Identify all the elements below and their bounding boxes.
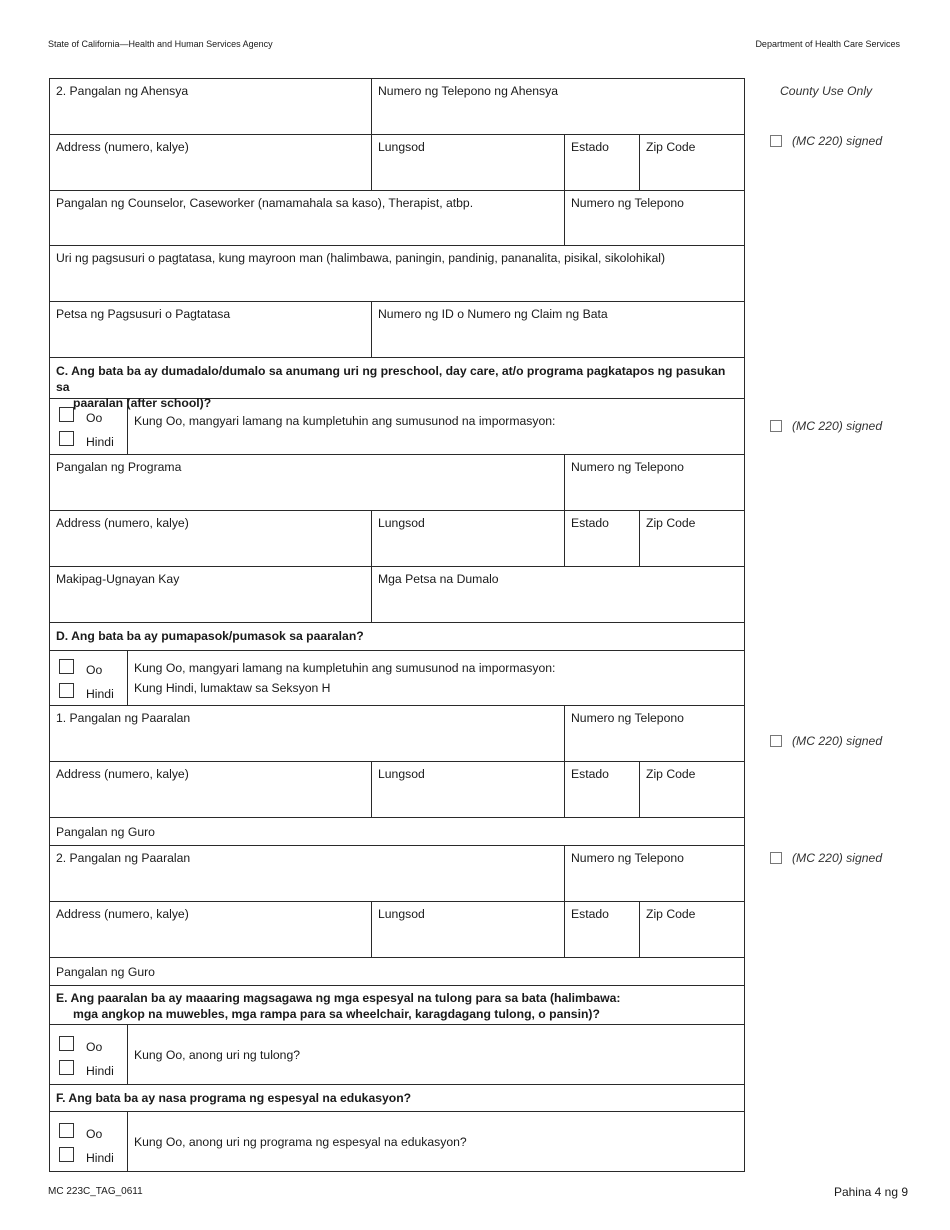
state-field[interactable]: Estado — [565, 135, 640, 190]
section-f-if-yes: Kung Oo, anong uri ng programa ng espesyal na edukasyon? — [134, 1134, 467, 1149]
city-field[interactable]: Lungsod — [372, 135, 565, 190]
address-field[interactable]: Address (numero, kalye) — [50, 902, 372, 957]
section-c-question — [50, 358, 744, 410]
form-table — [49, 78, 745, 1172]
program-name-field[interactable]: Pangalan ng Programa — [50, 455, 565, 510]
state-field[interactable]: Estado — [565, 762, 640, 817]
program-address-row — [50, 511, 744, 567]
section-d-question — [50, 623, 744, 651]
if-yes-instruction: Kung Oo, mangyari lamang na kumpletuhin ang sumusunod na impormasyon: — [134, 661, 556, 675]
school1-address-row — [50, 762, 744, 818]
claim-id-field[interactable]: Numero ng ID o Numero ng Claim ng Bata — [378, 307, 608, 321]
form-id: MC 223C_TAG_0611 — [48, 1186, 143, 1197]
mc220-checkbox[interactable] — [770, 852, 782, 864]
mc220-signed-3: (MC 220) signed — [770, 734, 930, 748]
city-field[interactable]: Lungsod — [372, 762, 565, 817]
phone-field[interactable]: Numero ng Telepono — [571, 851, 684, 865]
page-number: Pahina 4 ng 9 — [833, 1185, 908, 1199]
agency-address-row — [50, 135, 744, 191]
section-d-yes-no: Oo Hindi Kung Oo, mangyari lamang na kumpletuhin ang sumusunod na impormasyon: Kung Hindi, lumaktaw sa Seksyon H — [50, 651, 744, 706]
section-c-question-line1: C. Ang bata ba ay dumadalo/dumalo sa anumang uri ng preschool, day care, at/o programa pagkatapos ng pasukan sa — [56, 364, 726, 394]
section-d-question-text: D. Ang bata ba ay pumapasok/pumasok sa paaralan? — [56, 629, 364, 643]
exam-type-row — [50, 246, 744, 302]
city-field[interactable]: Lungsod — [372, 902, 565, 957]
section-c-yes-no: Oo Hindi Kung Oo, mangyari lamang na kumpletuhin ang sumusunod na impormasyon: — [50, 399, 744, 455]
mc220-checkbox[interactable] — [770, 135, 782, 147]
counselor-name-field[interactable]: Pangalan ng Counselor, Caseworker (namamahala sa kaso), Therapist, atbp. — [50, 191, 565, 245]
section-e-yes-no: Oo Hindi Kung Oo, anong uri ng tulong? — [50, 1025, 744, 1085]
section-c-question-line2: paaralan (after school)? — [73, 396, 212, 410]
agency-row — [50, 79, 744, 135]
mc220-checkbox[interactable] — [770, 735, 782, 747]
no-checkbox[interactable] — [59, 431, 74, 446]
section-f-yes-no: Oo Hindi Kung Oo, anong uri ng programa ng espesyal na edukasyon? — [50, 1112, 744, 1171]
no-checkbox[interactable] — [59, 1147, 74, 1162]
exam-date-field[interactable]: Petsa ng Pagsusuri o Pagtatasa — [50, 302, 372, 357]
header-agency: State of California—Health and Human Services Agency — [48, 39, 273, 49]
section-e-question — [50, 986, 744, 1025]
address-field[interactable]: Address (numero, kalye) — [50, 762, 372, 817]
zip-field[interactable]: Zip Code — [646, 907, 696, 921]
mc220-checkbox[interactable] — [770, 420, 782, 432]
school1-row — [50, 706, 744, 762]
no-checkbox[interactable] — [59, 1060, 74, 1075]
mc220-signed-1: (MC 220) signed — [770, 134, 930, 148]
section-e-question-line1: E. Ang paaralan ba ay maaaring magsagawa ng mga espesyal na tulong para sa bata (halimbawa: — [56, 991, 621, 1005]
school1-name-field[interactable]: 1. Pangalan ng Paaralan — [50, 706, 565, 761]
dates-attended-field[interactable]: Mga Petsa na Dumalo — [378, 572, 499, 586]
section-e-question-line2: mga angkop na muwebles, mga rampa para sa wheelchair, karagdagang tulong, o pansin)? — [73, 1007, 600, 1021]
yes-checkbox[interactable] — [59, 659, 74, 674]
school2-teacher-row — [50, 958, 744, 986]
yes-checkbox[interactable] — [59, 1123, 74, 1138]
address-field[interactable]: Address (numero, kalye) — [50, 511, 372, 566]
zip-field[interactable]: Zip Code — [646, 516, 696, 530]
header-department: Department of Health Care Services — [755, 39, 900, 49]
zip-field[interactable]: Zip Code — [646, 767, 696, 781]
mc220-signed-2: (MC 220) signed — [770, 419, 930, 433]
phone-field[interactable]: Numero ng Telepono — [571, 711, 684, 725]
agency-phone-field[interactable]: Numero ng Telepono ng Ahensya — [378, 84, 559, 98]
if-yes-instruction: Kung Oo, mangyari lamang na kumpletuhin ang sumusunod na impormasyon: — [134, 414, 556, 428]
address-field[interactable]: Address (numero, kalye) — [50, 135, 372, 190]
yes-checkbox[interactable] — [59, 1036, 74, 1051]
phone-field[interactable]: Numero ng Telepono — [571, 460, 684, 474]
school2-address-row — [50, 902, 744, 958]
exam-date-row — [50, 302, 744, 358]
agency-name-field[interactable]: 2. Pangalan ng Ahensya — [50, 79, 372, 134]
no-checkbox[interactable] — [59, 683, 74, 698]
school1-teacher-row — [50, 818, 744, 846]
teacher-name-field[interactable]: Pangalan ng Guro — [56, 825, 155, 839]
state-field[interactable]: Estado — [565, 511, 640, 566]
counselor-row — [50, 191, 744, 246]
zip-field[interactable]: Zip Code — [646, 140, 696, 154]
school2-row — [50, 846, 744, 902]
yes-checkbox[interactable] — [59, 407, 74, 422]
program-contact-row — [50, 567, 744, 623]
phone-field[interactable]: Numero ng Telepono — [571, 196, 684, 210]
if-no-instruction: Kung Hindi, lumaktaw sa Seksyon H — [134, 681, 331, 695]
mc220-signed-4: (MC 220) signed — [770, 851, 930, 865]
section-f-question-text: F. Ang bata ba ay nasa programa ng espesyal na edukasyon? — [56, 1091, 412, 1105]
school2-name-field[interactable]: 2. Pangalan ng Paaralan — [50, 846, 565, 901]
teacher-name-field[interactable]: Pangalan ng Guro — [56, 965, 155, 979]
contact-field[interactable]: Makipag-Ugnayan Kay — [50, 567, 372, 622]
section-e-if-yes: Kung Oo, anong uri ng tulong? — [134, 1047, 301, 1062]
section-f-question — [50, 1085, 744, 1112]
exam-type-field[interactable]: Uri ng pagsusuri o pagtatasa, kung mayroon man (halimbawa, paningin, pandinig, pananalita, pisikal, sikolohikal) — [56, 251, 666, 265]
state-field[interactable]: Estado — [565, 902, 640, 957]
city-field[interactable]: Lungsod — [372, 511, 565, 566]
program-row — [50, 455, 744, 511]
county-use-only-title: County Use Only — [780, 84, 873, 98]
